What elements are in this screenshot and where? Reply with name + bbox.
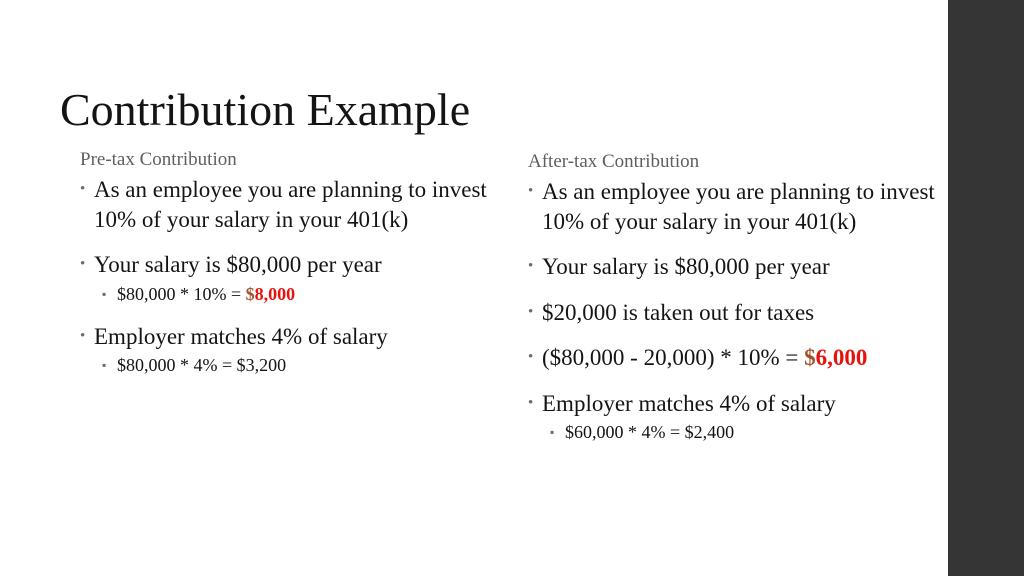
aftertax-bullet-employer [526,389,946,419]
right-sidebar-bar [948,0,1024,576]
bullet-icon: • [80,181,86,197]
pretax-heading: Pre-tax Contribution [80,149,237,170]
aftertax-column [526,150,946,460]
aftertax-bullet-calc [526,343,946,373]
aftertax-heading: After-tax Contribution [528,151,700,172]
bullet-icon: • [528,303,534,320]
aftertax-sub-match [526,420,946,444]
aftertax-invest-text: As an employee you are planning to invest 10% of your salary in your 401(k) [542,179,935,234]
sub-bullet-icon: ▪ [550,425,555,439]
aftertax-calc-text: ($80,000 - 20,000) * 10% = [542,345,805,370]
bullet-icon: • [528,258,534,274]
bullet-icon: • [528,394,534,411]
aftertax-bullet-invest [526,177,946,236]
pretax-calc-text: $80,000 * 10% = [117,283,246,304]
pretax-result-amount: 8,000 [254,283,296,304]
pretax-dollar-sign: $ [245,283,255,304]
pretax-salary-text: Your salary is $80,000 per year [94,252,382,277]
aftertax-bullet-taxes [526,298,946,328]
aftertax-result-amount: 6,000 [815,345,868,370]
aftertax-match-text: $60,000 * 4% = $2,400 [565,422,735,442]
pretax-invest-text: As an employee you are planning to invest 10% of your salary in your 401(k) [94,177,487,232]
sub-bullet-icon: ▪ [102,286,107,301]
pretax-sub-calc [78,282,503,306]
bullet-icon: • [528,349,534,365]
sub-bullet-icon: ▪ [102,358,107,372]
aftertax-taxes-text: $20,000 is taken out for taxes [542,299,815,325]
bullet-icon: • [528,183,534,199]
aftertax-employer-text: Employer matches 4% of salary [542,390,836,416]
pretax-bullet-salary [78,250,503,280]
pretax-sub-match [78,353,503,377]
aftertax-salary-text: Your salary is $80,000 per year [542,254,830,279]
aftertax-bullet-salary [526,252,946,282]
bullet-icon: • [80,256,86,272]
pretax-bullet-employer [78,322,503,352]
pretax-column [78,148,503,393]
pretax-bullet-invest [78,175,503,234]
pretax-match-text: $80,000 * 4% = $3,200 [117,355,287,375]
slide-title: Contribution Example [60,84,471,135]
bullet-icon: • [80,327,86,344]
aftertax-dollar-sign: $ [804,345,816,370]
pretax-employer-text: Employer matches 4% of salary [94,323,388,349]
